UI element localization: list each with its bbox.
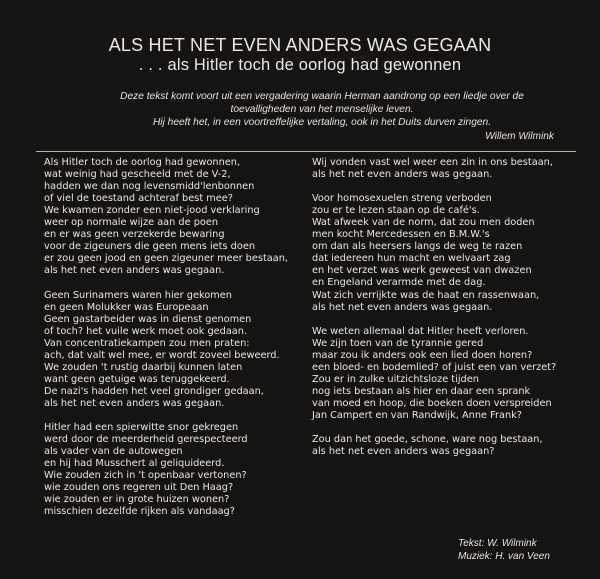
lyric-line: als het net even anders was gegaan. [312,301,493,313]
intro-signature: Willem Wilmink [485,130,554,142]
lyric-line: want geen getuige was teruggekeerd. [44,373,230,385]
lyric-line: Zou er in zulke uitzichtsloze tijden [312,373,479,385]
lyric-line: We zijn toen van de tyrannie gered [312,337,484,349]
lyric-line: als het net even anders was gegaan. [312,169,493,181]
lyric-line: en er was geen verzekerde bewaring [44,229,225,241]
lyric-line: We zouden 't rustig daarbij kunnen laten [44,361,243,373]
lyric-line: er zou geen jood en geen zigeuner meer bestaan, [44,253,289,265]
lyric-line: ach, dat valt wel mee, er wordt zoveel beweerd. [44,349,280,361]
lyric-line: hadden we dan nog levensmidd'lenbonnen [44,181,255,193]
stanza [312,434,578,458]
lyric-line: wie zouden ons regeren uit Den Haag? [44,482,234,494]
lyric-line: Van concentratiekampen zou men praten: [44,337,250,349]
lyric-line: Hitler had een spierwitte snor gekregen [44,422,239,434]
lyric-line: Geen Surinamers waren hier gekomen [44,289,232,301]
lyric-line: We kwamen zonder een niet-jood verklaring [44,205,260,217]
stanza [44,290,300,410]
lyric-line: zou er te lezen staan op de café's. [312,205,480,217]
lyric-line: maar zou ik anders ook een lied doen horen? [312,349,533,361]
lyric-line: men kocht Mercedessen en B.M.W.'s [312,229,490,241]
credit-lyrics: Tekst: W. Wilmink [458,538,537,549]
lyric-line: wie zouden er in grote huizen wonen? [44,494,230,506]
lyric-line: Zou dan het goede, schone, ware nog bestaan, [312,434,543,446]
lyric-line: dat iedereen hun macht en welvaart zag [312,253,511,265]
lyric-line: als vader van de autowegen [44,446,183,458]
lyric-line: van moed en hoop, die boeken doen verspreiden [312,397,552,409]
page-subtitle: . . . als Hitler toch de oorlog had gewonnen [138,56,462,74]
lyric-line: Jan Campert en van Randwijk, Anne Frank? [312,409,522,421]
intro-text [88,90,556,143]
stanza [312,193,578,313]
lyric-line: werd door de meerderheid gerespecteerd [44,434,248,446]
lyric-line: weer op normale wijze aan de poen [44,217,219,229]
lyric-line: voor de zigeuners die geen mens iets doen [44,241,256,253]
lyrics-left-column [44,157,300,530]
lyric-line: als het net even anders was gegaan? [312,446,495,458]
lyric-line: een bloed- en bodemlied? of juist een van verzet? [312,361,557,373]
lyric-line: nog iets bestaan als hier en daar een sprank [312,385,531,397]
lyric-line: als het net even anders was gegaan. [44,265,225,277]
lyric-line: of viel de toestand achteraf best mee? [44,193,233,205]
lyric-line: en Engeland verarmde met de dag. [312,277,486,289]
credits [458,538,588,563]
stanza [312,157,578,181]
lyric-line: Geen gastarbeider was in dienst genomen [44,313,252,325]
stanza [44,157,300,277]
lyric-line: Wat afweek van de norm, dat zou men doden [312,217,535,229]
intro-line: Deze tekst komt voort uit een vergadering waarin Herman aandrong op een liedje over de [120,91,524,102]
lyric-line: Voor homosexuelen streng verboden [312,193,492,205]
lyric-line: en hij had Musschert al geliquideerd. [44,458,225,470]
lyric-line: Als Hitler toch de oorlog had gewonnen, [44,157,241,168]
lyric-line: misschien dezelfde rijken als vandaag? [44,506,235,518]
lyric-line: Wat zich verrijkte was de haat en rassenwaan, [312,289,540,301]
lyric-line: Wij vonden vast wel weer een zin in ons bestaan, [312,157,553,168]
lyric-line: en geen Molukker was Europeaan [44,301,209,313]
lyric-line: en het verzet was werk geweest van dwazen [312,265,532,277]
intro-line: toevalligheden van het menselijke leven. [230,104,414,116]
intro-line: Hij heeft het, in een voortreffelijke vertaling, ook in het Duits durven zingen. [152,117,492,129]
lyric-line: of toch? het vuile werk moet ook gedaan. [44,325,248,337]
lyric-line: We weten allemaal dat Hitler heeft verloren. [312,325,529,337]
lyrics-right-column [312,157,578,470]
lyric-line: Wie zouden zich in 't openbaar vertonen? [44,470,247,482]
lyric-line: wat weinig had gescheeld met de V-2, [44,169,231,181]
stanza [312,326,578,422]
lyric-line: als het net even anders was gegaan. [44,397,225,409]
page-title: ALS HET NET EVEN ANDERS WAS GEGAAN [108,35,492,55]
credit-music: Muziek: H. van Veen [458,550,550,562]
divider-line [36,151,576,152]
stanza [44,422,300,518]
lyric-line: De nazi's hadden het veel grondiger gedaan, [44,385,264,397]
lyric-line: om dan als heersers langs de weg te razen [312,241,523,253]
